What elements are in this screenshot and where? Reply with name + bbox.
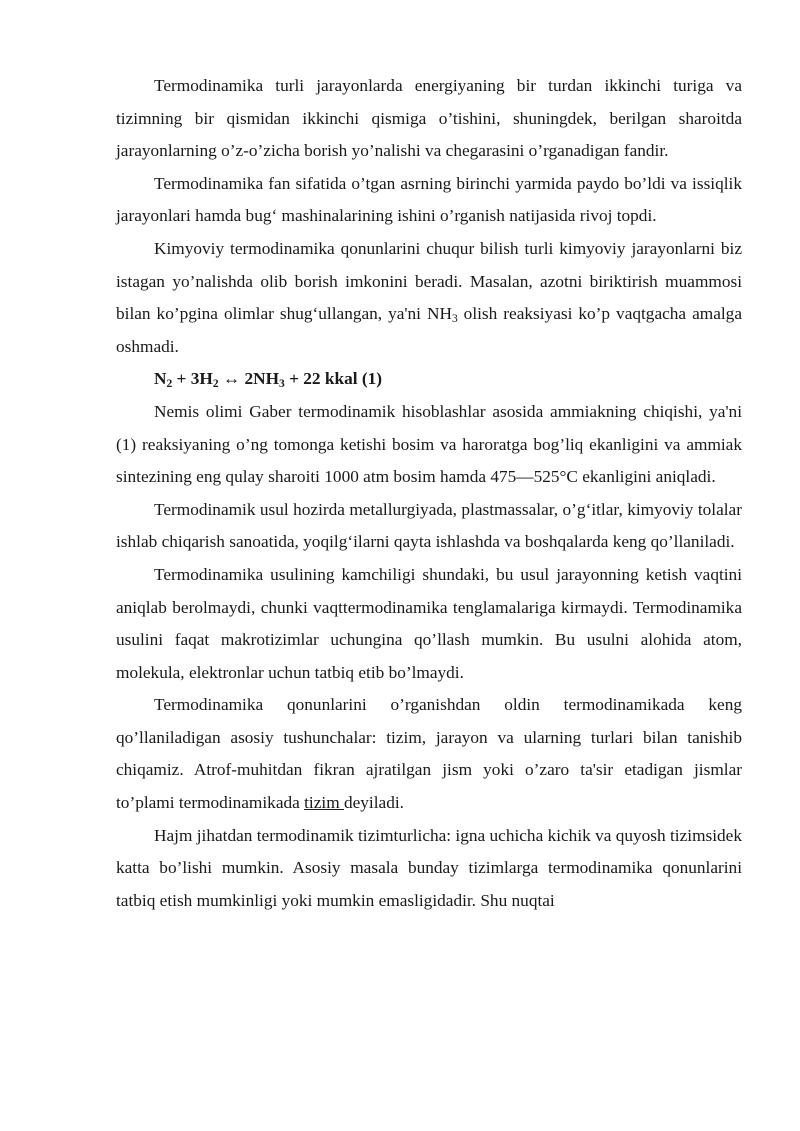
- eq-nh: 2NH: [244, 369, 280, 389]
- paragraph-1: Termodinamika turli jarayonlarda energiyaning bir turdan ikkinchi turiga va tizimning bir qismidan ikkinchi qismiga o’tishini, shuningdek, berilgan sharoitda jarayonlarning o’z-o’zicha borish yo’nalishi va chegarasini o’rganadigan fandir.: [116, 76, 742, 161]
- eq-rest: + 22 kkal (1): [284, 369, 383, 389]
- paragraph-3-text-b: olish reaksiyasi ko’p vaqtgacha amalga oshmadi.: [116, 304, 742, 356]
- paragraph-7: [116, 689, 742, 819]
- tizim-underlined-term: tizim: [304, 793, 344, 813]
- paragraph-3: [116, 233, 742, 363]
- paragraph-8: Hajm jihatdan termodinamik tizimturlicha: igna uchicha kichik va quyosh tizimsidek katta bo’lishi mumkin. Asosiy masala bunday tizimlarga termodinamika qonunlarini tatbiq etish mumkinligi yoki mumkin emasligidadir. Shu nuqtai: [116, 825, 742, 910]
- paragraph-2: Termodinamika fan sifatida o’tgan asrning birinchi yarmida paydo bo’ldi va issiqlik jarayonlari hamda bug‘ mashinalarining ishini o’rganish natijasida rivoj topdi.: [116, 173, 742, 226]
- reaction-equation: [116, 363, 742, 396]
- paragraph-7-text-a: Termodinamika qonunlarini o’rganishdan oldin termodinamikada keng qo’llaniladigan asosiy tushunchalar: tizim, jarayon va ularning turlari bilan tanishib chiqamiz. Atrof-muhitdan fikran ajratilgan jism yoki o’zaro ta'sir etadigan jismlar to’plami termodinamikada: [116, 695, 742, 813]
- paragraph-3-text-a: Kimyoviy termodinamika qonunlarini chuqur bilish turli kimyoviy jarayonlarni biz istagan yo’nalishda olib borish imkonini beradi. Masalan, azotni biriktirish muammosi bilan ko’pgina olimlar shug‘ullangan, ya'ni NH: [116, 238, 742, 324]
- paragraph-5: Termodinamik usul hozirda metallurgiyada, plastmassalar, o’g‘itlar, kimyoviy tolalar ishlab chiqarish sanoatida, yoqilg‘ilarni qayta ishlashda va boshqalarda keng qo’llaniladi.: [116, 499, 742, 552]
- eq-arrow: ↔: [218, 369, 245, 389]
- paragraph-7-text-b: deyiladi.: [343, 793, 404, 813]
- document-page: [116, 70, 742, 917]
- eq-h: + 3H: [172, 369, 213, 389]
- eq-n: N: [154, 369, 167, 389]
- eq-nh-sub: 3: [279, 378, 285, 391]
- paragraph-4: Nemis olimi Gaber termodinamik hisoblashlar asosida ammiakning chiqishi, ya'ni (1) reaksiyaning o’ng tomonga ketishi bosim va haroratga bog’liq ekanligini va ammiak sintezining eng qulay sharoiti 1000 atm bosim hamda 475—525°C ekanligini aniqladi.: [116, 401, 742, 487]
- eq-h-sub: 2: [212, 378, 219, 391]
- paragraph-6: Termodinamika usulining kamchiligi shundaki, bu usul jarayonning ketish vaqtini aniqlab berolmaydi, chunki vaqttermodinamika tenglamalariga kirmaydi. Termodinamika usulini faqat makrotizimlar uchungina qo’llash mumkin. Bu usulni alohida atom, molekula, elektronlar uchun tatbiq etib bo’lmaydi.: [116, 564, 742, 682]
- eq-n-sub: 2: [166, 378, 173, 391]
- nh3-subscript: 3: [451, 313, 458, 326]
